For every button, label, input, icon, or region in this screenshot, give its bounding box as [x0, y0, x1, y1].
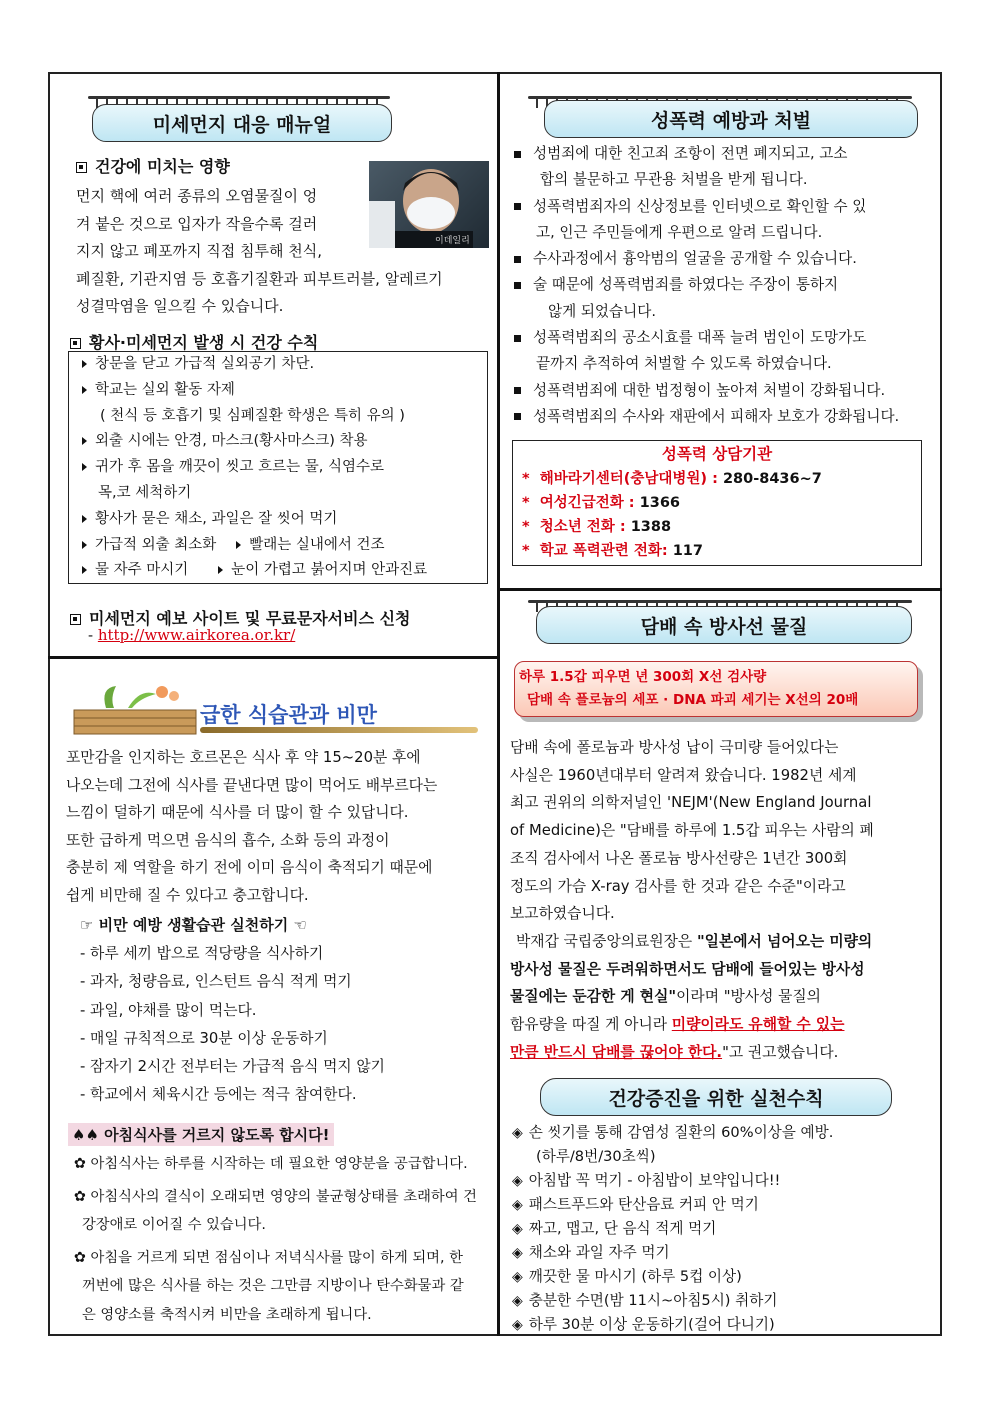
masked-face-icon: [369, 161, 489, 248]
title-underline: [200, 727, 478, 733]
square-bullet-icon: [514, 335, 521, 342]
square-bullet-icon: [514, 282, 521, 289]
diamond-bullet-icon: ◈: [512, 1173, 523, 1189]
list-item: ◈ 채소와 과일 자주 먹기: [512, 1244, 670, 1261]
list-item: ◈ 깨끗한 물 마시기 (하루 5컵 이상): [512, 1268, 742, 1285]
square-bullet-icon: [70, 614, 81, 625]
rules-list: [82, 352, 427, 584]
square-bullet-icon: [514, 256, 521, 263]
list-item: 성폭력범죄의 공소시효를 대폭 늘려 범인이 도망가도: [514, 325, 899, 351]
list-item: 수사과정에서 흉악범의 얼굴을 공개할 수 있습니다.: [514, 246, 899, 272]
square-bullet-icon: [514, 151, 521, 158]
list-item: - 매일 규칙적으로 30분 이상 운동하기: [80, 1029, 328, 1047]
counsel-title: 성폭력 상담기관: [661, 445, 773, 463]
column-divider: [497, 72, 500, 1336]
list-item: * 여성긴급전화 : 1366: [522, 495, 681, 511]
list-item: - 과일, 야채를 많이 먹는다.: [80, 1001, 257, 1019]
breakfast-heading: ♠♠ 아침식사를 거르지 않도록 합시다!: [68, 1123, 334, 1146]
triangle-bullet-icon: [82, 360, 87, 368]
list-item: ◈ 충분한 수면(밤 11시~아침5시) 취하기: [512, 1292, 778, 1309]
diamond-bullet-icon: ◈: [512, 1197, 523, 1213]
right-section-divider: [497, 588, 942, 591]
mask-person-photo: [369, 161, 489, 248]
list-item: ◈ 짜고, 맵고, 단 음식 적게 먹기: [512, 1220, 717, 1237]
list-item: 황사가 묻은 채소, 과일은 잘 씻어 먹기: [82, 507, 427, 533]
flower-box-illustration: [70, 680, 200, 736]
flower-bullet-icon: ✿: [74, 1188, 86, 1205]
list-item: 물 자주 마시기 눈이 가렵고 붉어지며 안과진료: [82, 558, 427, 584]
fine-dust-banner: 미세먼지 대응 매뉴얼: [92, 104, 392, 142]
list-item: ◈ 패스트푸드와 탄산음료 커피 안 먹기: [512, 1196, 759, 1213]
list-item: 외출 시에는 안경, 마스크(황사마스크) 착용: [82, 429, 427, 455]
breakfast-list: ✿ 아침식사는 하루를 시작하는 데 필요한 영양분을 공급합니다. ✿ 아침식사의 결식이 오래되면 영양의 불균형상태를 초래하여 건 강장애로 이어질 수 있습니다. ✿ 아침을 거르게 되면 점심이나 저녁식사를 많이 하게 되며, 한 꺼번에 많은 식사를 하는 것은 그만큼 지방이나 탄수화물과 같 은 영양소를 축적시켜 비만을 초래하게 됩니다.: [74, 1150, 477, 1330]
triangle-bullet-icon: [82, 515, 87, 523]
list-item: ◈ 손 씻기를 통해 감염성 질환의 60%이상을 예방.: [512, 1124, 834, 1141]
counsel-list: [522, 467, 822, 563]
habits-list: [80, 940, 385, 1110]
square-bullet-icon: [514, 413, 521, 420]
list-item: ✿ 아침식사는 하루를 시작하는 데 필요한 영양분을 공급합니다.: [74, 1156, 468, 1172]
plant-planter-icon: [70, 680, 200, 736]
list-item: 성폭력범죄의 수사와 재판에서 피해자 보호가 강화됩니다.: [514, 404, 899, 430]
list-item: - 학교에서 체육시간 등에는 적극 참여한다.: [80, 1086, 357, 1104]
list-item: - 과자, 청량음료, 인스턴트 음식 적게 먹기: [80, 973, 352, 991]
tobacco-callout: 하루 1.5갑 피우면 년 300회 X선 검사량 담배 속 플로늄의 세포 · DNA 파괴 세기는 X선의 20배: [514, 661, 918, 717]
diamond-bullet-icon: ◈: [512, 1221, 523, 1237]
list-item: 성폭력범죄에 대한 법정형이 높아져 처벌이 강화됩니다.: [514, 378, 899, 404]
list-item: * 청소년 전화 : 1388: [522, 519, 672, 535]
rules-heading: 황사·미세먼지 발생 시 건강 수칙: [70, 330, 318, 353]
health-rules-list: ◈ 손 씻기를 통해 감염성 질환의 60%이상을 예방. (하루/8번/30초씩) ◈ 아침밥 꼭 먹기 - 아침밥이 보약입니다!! ◈ 패스트푸드와 탄산음료 커피 안 먹기 ◈ 짜고, 맵고, 단 음식 적게 먹기 ◈ 채소와 과일 자주 먹기 ◈ 깨끗한 물 마시기 (하루 5컵 이상) ◈ 충분한 수면(밤 11시~아침5시) 취하기 ◈ 하루 30분 이상 운동하기(걸어 다니기): [512, 1121, 833, 1337]
square-bullet-icon: [76, 162, 87, 173]
list-item: - 잠자기 2시간 전부터는 가급적 음식 먹지 않기: [80, 1058, 385, 1076]
diamond-bullet-icon: ◈: [512, 1269, 523, 1285]
list-item: ◈ 하루 30분 이상 운동하기(걸어 다니기): [512, 1316, 775, 1333]
list-item: * 해바라기센터(충남대병원) : 280-8436~7: [522, 471, 822, 487]
list-item: 학교는 실외 활동 자제: [82, 378, 427, 404]
list-item: 성폭력범죄자의 신상정보를 인터넷으로 확인할 수 있: [514, 194, 899, 220]
left-section-divider: [48, 656, 499, 659]
flower-bullet-icon: ✿: [74, 1249, 86, 1266]
triangle-bullet-icon: [218, 566, 223, 574]
list-item: - 하루 세끼 밥으로 적당량을 식사하기: [80, 945, 324, 962]
triangle-bullet-icon: [82, 437, 87, 445]
list-item: 가급적 외출 최소화 빨래는 실내에서 건조: [82, 533, 427, 559]
tobacco-banner: 담배 속 방사선 물질: [536, 606, 912, 644]
diamond-bullet-icon: ◈: [512, 1317, 523, 1333]
list-item-note: ( 천식 등 호흡기 및 심폐질환 학생은 특히 유의 ): [100, 407, 405, 424]
diamond-bullet-icon: ◈: [512, 1293, 523, 1309]
list-item: 성범죄에 대한 친고죄 조항이 전면 폐지되고, 고소: [514, 141, 899, 167]
triangle-bullet-icon: [82, 463, 87, 471]
square-bullet-icon: [514, 203, 521, 210]
diamond-bullet-icon: ◈: [512, 1245, 523, 1261]
habits-heading: ☞ 비만 예방 생활습관 실천하기 ☜: [80, 916, 307, 934]
site-heading: 미세먼지 예보 사이트 및 무료문자서비스 신청: [70, 606, 411, 629]
airkorea-link[interactable]: http://www.airkorea.or.kr/: [97, 626, 296, 644]
list-item: ✿ 아침을 거르게 되면 점심이나 저녁식사를 많이 하게 되며, 한: [74, 1249, 463, 1266]
square-bullet-icon: [70, 338, 81, 349]
obesity-title: 급한 식습관과 비만: [200, 703, 377, 727]
sexual-violence-banner: 성폭력 예방과 처벌: [544, 100, 918, 138]
list-item: 창문을 닫고 가급적 실외공기 차단.: [82, 352, 427, 378]
health-effects-heading: 건강에 미치는 영향: [76, 154, 230, 177]
list-item: ✿ 아침식사의 결식이 오래되면 영양의 불균형상태를 초래하여 건: [74, 1188, 477, 1205]
flower-bullet-icon: ✿: [74, 1156, 86, 1172]
sexual-violence-list: 성범죄에 대한 친고죄 조항이 전면 폐지되고, 고소 합의 불문하고 무관용 처벌을 받게 됩니다. 성폭력범죄자의 신상정보를 인터넷으로 확인할 수 있 고, 인근 주민들에게 우편으로 알려 드립니다. 수사과정에서 흉악범의 얼굴을 공개할 수 있습니다. 술 때문에 성폭력범죄를 하였다는 주장이 통하지 않게 되었습니다. 성폭력범죄의 공소시효를 대폭 늘려 범인이 도망가도 끝까지 추적하여 처벌할 수 있도록 하였습니다. 성폭력범죄에 대한 법정형이 높아져 처벌이 강화됩니다. 성폭력범죄의 수사와 재판에서 피해자 보호가 강화됩니다.: [514, 141, 899, 430]
list-item: 술 때문에 성폭력범죄를 하였다는 주장이 통하지: [514, 272, 899, 298]
list-item-cont: 목,코 세척하기: [98, 484, 192, 501]
tobacco-paragraph: 담배 속에 폴로늄과 방사성 납이 극미량 들어있다는 사실은 1960년대부터 알려져 왔습니다. 1982년 세계 최고 권위의 의학저널인 'NEJM'(New England Journal of Medicine)은 "담배를 하루에 1.5갑 피우는 사람의 폐 조직 검사에서 나온 폴로늄 방사선량은 1년간 300회 정도의 가슴 X-ray 검사를 한 것과 같은 수준"이라고 보고하였습니다. 박재갑 국립중앙의료원장은 "일본에서 넘어오는 미량의 방사성 물질은 두려워하면서도 담배에 들어있는 방사성 물질에는 둔감한 게 현실"이라며 "방사성 물질의 함유량을 따질 게 아니라 미량이라도 유해할 수 있는 만큼 반드시 담배를 끊어야 한다."고 권고했습니다.: [510, 739, 874, 1061]
diamond-bullet-icon: ◈: [512, 1125, 523, 1141]
list-item: ◈ 아침밥 꼭 먹기 - 아침밥이 보약입니다!!: [512, 1172, 781, 1189]
obesity-paragraph: 포만감을 인지하는 호르몬은 식사 후 약 15~20분 후에 나오는데 그전에 식사를 끝낸다면 많이 먹어도 배부르다는 느낌이 덜하기 때문에 식사를 더 많이 할 수 있답니다. 또한 급하게 먹으면 음식의 흡수, 소화 등의 과정이 충분히 제 역할을 하기 전에 이미 음식이 축적되기 때문에 쉽게 비만해 질 수 있다고 충고합니다.: [66, 749, 438, 904]
triangle-bullet-icon: [82, 566, 87, 574]
triangle-bullet-icon: [236, 541, 241, 549]
health-rules-banner: 건강증진을 위한 실천수칙: [540, 1078, 892, 1116]
site-link-row: - http://www.airkorea.or.kr/: [88, 626, 296, 644]
triangle-bullet-icon: [82, 386, 87, 394]
square-bullet-icon: [514, 387, 521, 394]
triangle-bullet-icon: [82, 541, 87, 549]
photo-caption: 이데일리: [435, 236, 470, 246]
list-item: * 학교 폭력관련 전화: 117: [522, 543, 703, 559]
list-item: 귀가 후 몸을 깨끗이 씻고 흐르는 물, 식염수로: [82, 455, 427, 481]
health-effects-text: 먼지 핵에 여러 종류의 오염물질이 엉 겨 붙은 것으로 입자가 작을수록 걸러 지지 않고 폐포까지 직접 침투해 천식, 폐질환, 기관지염 등 호흡기질환과 피부트러블, 알레르기 성결막염을 일으킬 수 있습니다.: [76, 187, 443, 315]
